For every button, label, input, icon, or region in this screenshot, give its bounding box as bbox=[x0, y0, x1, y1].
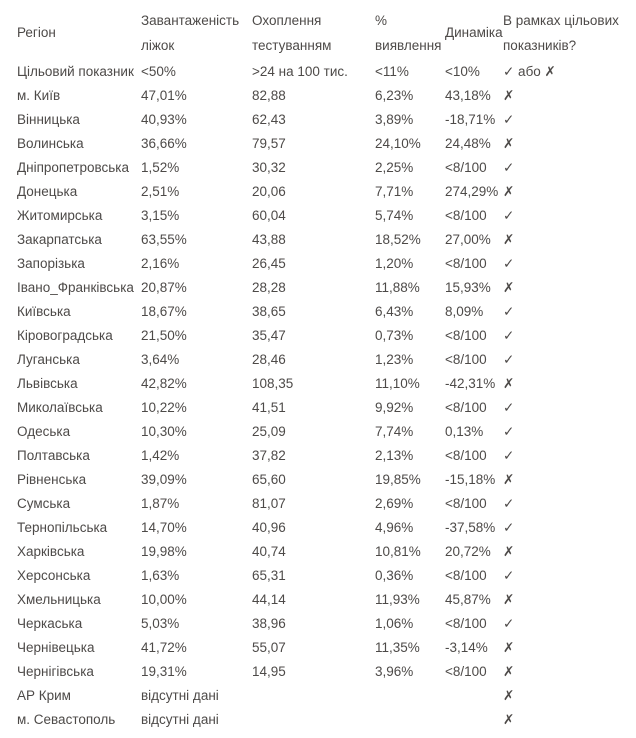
cell-region: Волинська bbox=[17, 136, 84, 151]
header-target bbox=[503, 8, 619, 58]
cell-detection: 2,13% bbox=[375, 448, 414, 463]
cell-dynamics: -42,31% bbox=[445, 376, 496, 391]
cell-detection: 1,06% bbox=[375, 616, 414, 631]
cell-detection: <11% bbox=[375, 64, 409, 79]
cell-dynamics: 43,18% bbox=[445, 88, 491, 103]
cell-target-met: ✗ bbox=[503, 280, 515, 295]
cell-testing: 38,96 bbox=[252, 616, 286, 631]
cell-target-met: ✓ bbox=[503, 160, 515, 175]
cell-detection: 1,23% bbox=[375, 352, 414, 367]
cell-beds: відсутні дані bbox=[141, 712, 219, 727]
cell-detection: 11,88% bbox=[375, 280, 420, 295]
cell-dynamics: <8/100 bbox=[445, 352, 487, 367]
cell-region: Сумська bbox=[17, 496, 71, 511]
cell-target-met: ✗ bbox=[503, 640, 515, 655]
cell-detection: 11,35% bbox=[375, 640, 420, 655]
cell-detection: 11,93% bbox=[375, 592, 420, 607]
cell-testing: 65,60 bbox=[252, 472, 286, 487]
cell-detection: 5,74% bbox=[375, 208, 414, 223]
cell-beds: 1,52% bbox=[141, 160, 180, 175]
cell-region: Чернігівська bbox=[17, 664, 94, 679]
cell-dynamics: 24,48% bbox=[445, 136, 491, 151]
cell-testing: 41,51 bbox=[252, 400, 286, 415]
cell-beds: 47,01% bbox=[141, 88, 187, 103]
cell-beds: 20,87% bbox=[141, 280, 187, 295]
cell-dynamics: 274,29% bbox=[445, 184, 499, 199]
cell-testing: 20,06 bbox=[252, 184, 286, 199]
cell-testing: 37,82 bbox=[252, 448, 286, 463]
header-beds-line2: ліжок bbox=[141, 38, 175, 53]
cell-target-met: ✗ bbox=[503, 184, 515, 199]
cell-detection: 4,96% bbox=[375, 520, 414, 535]
cell-testing: 40,74 bbox=[252, 544, 286, 559]
cell-target-met: ✓ bbox=[503, 112, 515, 127]
cell-beds: 18,67% bbox=[141, 304, 187, 319]
cell-detection: 19,85% bbox=[375, 472, 421, 487]
cell-dynamics: <8/100 bbox=[445, 400, 487, 415]
cell-region: Житомирська bbox=[17, 208, 103, 223]
cell-detection: 18,52% bbox=[375, 232, 421, 247]
cell-region: Цільовий показник bbox=[17, 64, 134, 79]
cell-dynamics: 20,72% bbox=[445, 544, 491, 559]
cell-target-met: ✓ bbox=[503, 208, 515, 223]
header-testing-line1: Охоплення bbox=[252, 13, 322, 28]
cell-region: Харківська bbox=[17, 544, 85, 559]
cell-beds: 3,15% bbox=[141, 208, 180, 223]
cell-region: Запорізька bbox=[17, 256, 85, 271]
cell-detection: 6,23% bbox=[375, 88, 414, 103]
cell-testing: 65,31 bbox=[252, 568, 286, 583]
cell-target-met: ✗ bbox=[503, 88, 515, 103]
cell-testing: 38,65 bbox=[252, 304, 286, 319]
cell-region: Донецька bbox=[17, 184, 78, 199]
cell-target-met: ✓ bbox=[503, 448, 515, 463]
cell-beds: 21,50% bbox=[141, 328, 187, 343]
cell-detection: 24,10% bbox=[375, 136, 421, 151]
cell-beds: 39,09% bbox=[141, 472, 187, 487]
cell-region: Київська bbox=[17, 304, 71, 319]
cell-region: Дніпропетровська bbox=[17, 160, 130, 175]
cell-beds: 10,22% bbox=[141, 400, 187, 415]
cell-target-met: ✓ bbox=[503, 616, 515, 631]
cell-region: Полтавська bbox=[17, 448, 90, 463]
cell-target-met: ✗ bbox=[503, 472, 515, 487]
cell-beds: 36,66% bbox=[141, 136, 187, 151]
cell-beds: 1,63% bbox=[141, 568, 180, 583]
cell-beds: 19,98% bbox=[141, 544, 187, 559]
cell-dynamics: <8/100 bbox=[445, 256, 487, 271]
cell-dynamics: 27,00% bbox=[445, 232, 491, 247]
cell-dynamics: -3,14% bbox=[445, 640, 488, 655]
cell-target-met: ✗ bbox=[503, 592, 515, 607]
cell-region: АР Крим bbox=[17, 688, 71, 703]
cell-dynamics: <10% bbox=[445, 64, 480, 79]
cell-beds: <50% bbox=[141, 64, 176, 79]
cell-testing: 28,46 bbox=[252, 352, 286, 367]
cell-testing: 108,35 bbox=[252, 376, 294, 391]
cell-dynamics: <8/100 bbox=[445, 664, 487, 679]
cell-region: Чернівецька bbox=[17, 640, 95, 655]
cell-detection: 0,36% bbox=[375, 568, 414, 583]
cell-dynamics: <8/100 bbox=[445, 448, 487, 463]
cell-beds: відсутні дані bbox=[141, 688, 219, 703]
cell-beds: 2,51% bbox=[141, 184, 180, 199]
header-target-line2: показників? bbox=[503, 38, 577, 53]
cell-dynamics: <8/100 bbox=[445, 496, 487, 511]
cell-dynamics: <8/100 bbox=[445, 616, 487, 631]
cell-dynamics: 8,09% bbox=[445, 304, 484, 319]
header-detection-line1: % bbox=[375, 13, 388, 28]
cell-region: Закарпатська bbox=[17, 232, 102, 247]
cell-target-met: ✓ або ✗ bbox=[503, 64, 556, 79]
cell-testing: 14,95 bbox=[252, 664, 286, 679]
cell-beds: 42,82% bbox=[141, 376, 187, 391]
cell-region: м. Севастополь bbox=[17, 712, 116, 727]
header-detection-line2: виявлення bbox=[375, 38, 442, 53]
cell-detection: 1,20% bbox=[375, 256, 414, 271]
cell-region: Миколаївська bbox=[17, 400, 103, 415]
cell-target-met: ✗ bbox=[503, 544, 515, 559]
cell-region: Херсонська bbox=[17, 568, 91, 583]
cell-dynamics: -37,58% bbox=[445, 520, 496, 535]
cell-target-met: ✗ bbox=[503, 664, 515, 679]
cell-detection: 2,25% bbox=[375, 160, 414, 175]
cell-detection: 3,96% bbox=[375, 664, 414, 679]
cell-target-met: ✓ bbox=[503, 400, 515, 415]
cell-beds: 1,42% bbox=[141, 448, 180, 463]
cell-testing: 82,88 bbox=[252, 88, 286, 103]
cell-target-met: ✗ bbox=[503, 688, 515, 703]
cell-testing: >24 на 100 тис. bbox=[252, 64, 348, 79]
cell-testing: 30,32 bbox=[252, 160, 286, 175]
header-dynamics: Динаміка bbox=[445, 25, 503, 40]
cell-beds: 3,64% bbox=[141, 352, 180, 367]
cell-dynamics: <8/100 bbox=[445, 160, 487, 175]
cell-testing: 79,57 bbox=[252, 136, 286, 151]
header-target-line1: В рамках цільових bbox=[503, 13, 619, 28]
cell-target-met: ✗ bbox=[503, 712, 515, 727]
cell-target-met: ✓ bbox=[503, 256, 515, 271]
cell-testing: 44,14 bbox=[252, 592, 286, 607]
cell-detection: 11,10% bbox=[375, 376, 420, 391]
cell-beds: 5,03% bbox=[141, 616, 180, 631]
cell-dynamics: -18,71% bbox=[445, 112, 496, 127]
cell-testing: 35,47 bbox=[252, 328, 286, 343]
cell-testing: 81,07 bbox=[252, 496, 286, 511]
cell-region: м. Київ bbox=[17, 88, 61, 103]
header-testing bbox=[252, 8, 331, 58]
cell-dynamics: 0,13% bbox=[445, 424, 484, 439]
cell-beds: 41,72% bbox=[141, 640, 187, 655]
cell-region: Рівненська bbox=[17, 472, 87, 487]
cell-dynamics: <8/100 bbox=[445, 568, 487, 583]
cell-target-met: ✓ bbox=[503, 424, 515, 439]
header-region: Регіон bbox=[17, 25, 56, 40]
cell-detection: 3,89% bbox=[375, 112, 414, 127]
cell-target-met: ✗ bbox=[503, 232, 515, 247]
cell-region: Тернопільська bbox=[17, 520, 108, 535]
cell-beds: 1,87% bbox=[141, 496, 180, 511]
cell-region: Черкаська bbox=[17, 616, 83, 631]
cell-beds: 19,31% bbox=[141, 664, 187, 679]
cell-target-met: ✓ bbox=[503, 352, 515, 367]
cell-beds: 10,00% bbox=[141, 592, 187, 607]
cell-testing: 62,43 bbox=[252, 112, 286, 127]
cell-detection: 7,71% bbox=[375, 184, 414, 199]
cell-detection: 2,69% bbox=[375, 496, 414, 511]
cell-beds: 14,70% bbox=[141, 520, 187, 535]
cell-testing: 28,28 bbox=[252, 280, 286, 295]
cell-region: Вінницька bbox=[17, 112, 80, 127]
cell-target-met: ✓ bbox=[503, 520, 515, 535]
cell-beds: 63,55% bbox=[141, 232, 187, 247]
cell-region: Хмельницька bbox=[17, 592, 101, 607]
cell-detection: 6,43% bbox=[375, 304, 414, 319]
cell-dynamics: 15,93% bbox=[445, 280, 491, 295]
header-detection bbox=[375, 8, 442, 58]
cell-dynamics: -15,18% bbox=[445, 472, 496, 487]
cell-beds: 10,30% bbox=[141, 424, 187, 439]
cell-beds: 40,93% bbox=[141, 112, 187, 127]
header-testing-line2: тестуванням bbox=[252, 38, 332, 53]
header-beds-line1: Завантаженість bbox=[141, 13, 240, 28]
cell-target-met: ✓ bbox=[503, 568, 515, 583]
cell-detection: 9,92% bbox=[375, 400, 414, 415]
cell-detection: 10,81% bbox=[375, 544, 421, 559]
cell-beds: 2,16% bbox=[141, 256, 180, 271]
cell-target-met: ✓ bbox=[503, 328, 515, 343]
cell-target-met: ✗ bbox=[503, 376, 515, 391]
cell-detection: 0,73% bbox=[375, 328, 414, 343]
cell-target-met: ✓ bbox=[503, 304, 515, 319]
cell-detection: 7,74% bbox=[375, 424, 414, 439]
cell-region: Луганська bbox=[17, 352, 80, 367]
cell-region: Івано_Франківська bbox=[17, 280, 134, 295]
cell-region: Кіровоградська bbox=[17, 328, 113, 343]
cell-dynamics: <8/100 bbox=[445, 208, 487, 223]
cell-testing: 55,07 bbox=[252, 640, 286, 655]
cell-dynamics: <8/100 bbox=[445, 328, 487, 343]
cell-region: Львівська bbox=[17, 376, 78, 391]
cell-target-met: ✓ bbox=[503, 496, 515, 511]
cell-dynamics: 45,87% bbox=[445, 592, 491, 607]
cell-testing: 43,88 bbox=[252, 232, 286, 247]
cell-testing: 26,45 bbox=[252, 256, 286, 271]
cell-testing: 25,09 bbox=[252, 424, 286, 439]
cell-testing: 40,96 bbox=[252, 520, 286, 535]
header-beds bbox=[141, 8, 239, 58]
cell-target-met: ✗ bbox=[503, 136, 515, 151]
cell-region: Одеська bbox=[17, 424, 71, 439]
cell-testing: 60,04 bbox=[252, 208, 286, 223]
